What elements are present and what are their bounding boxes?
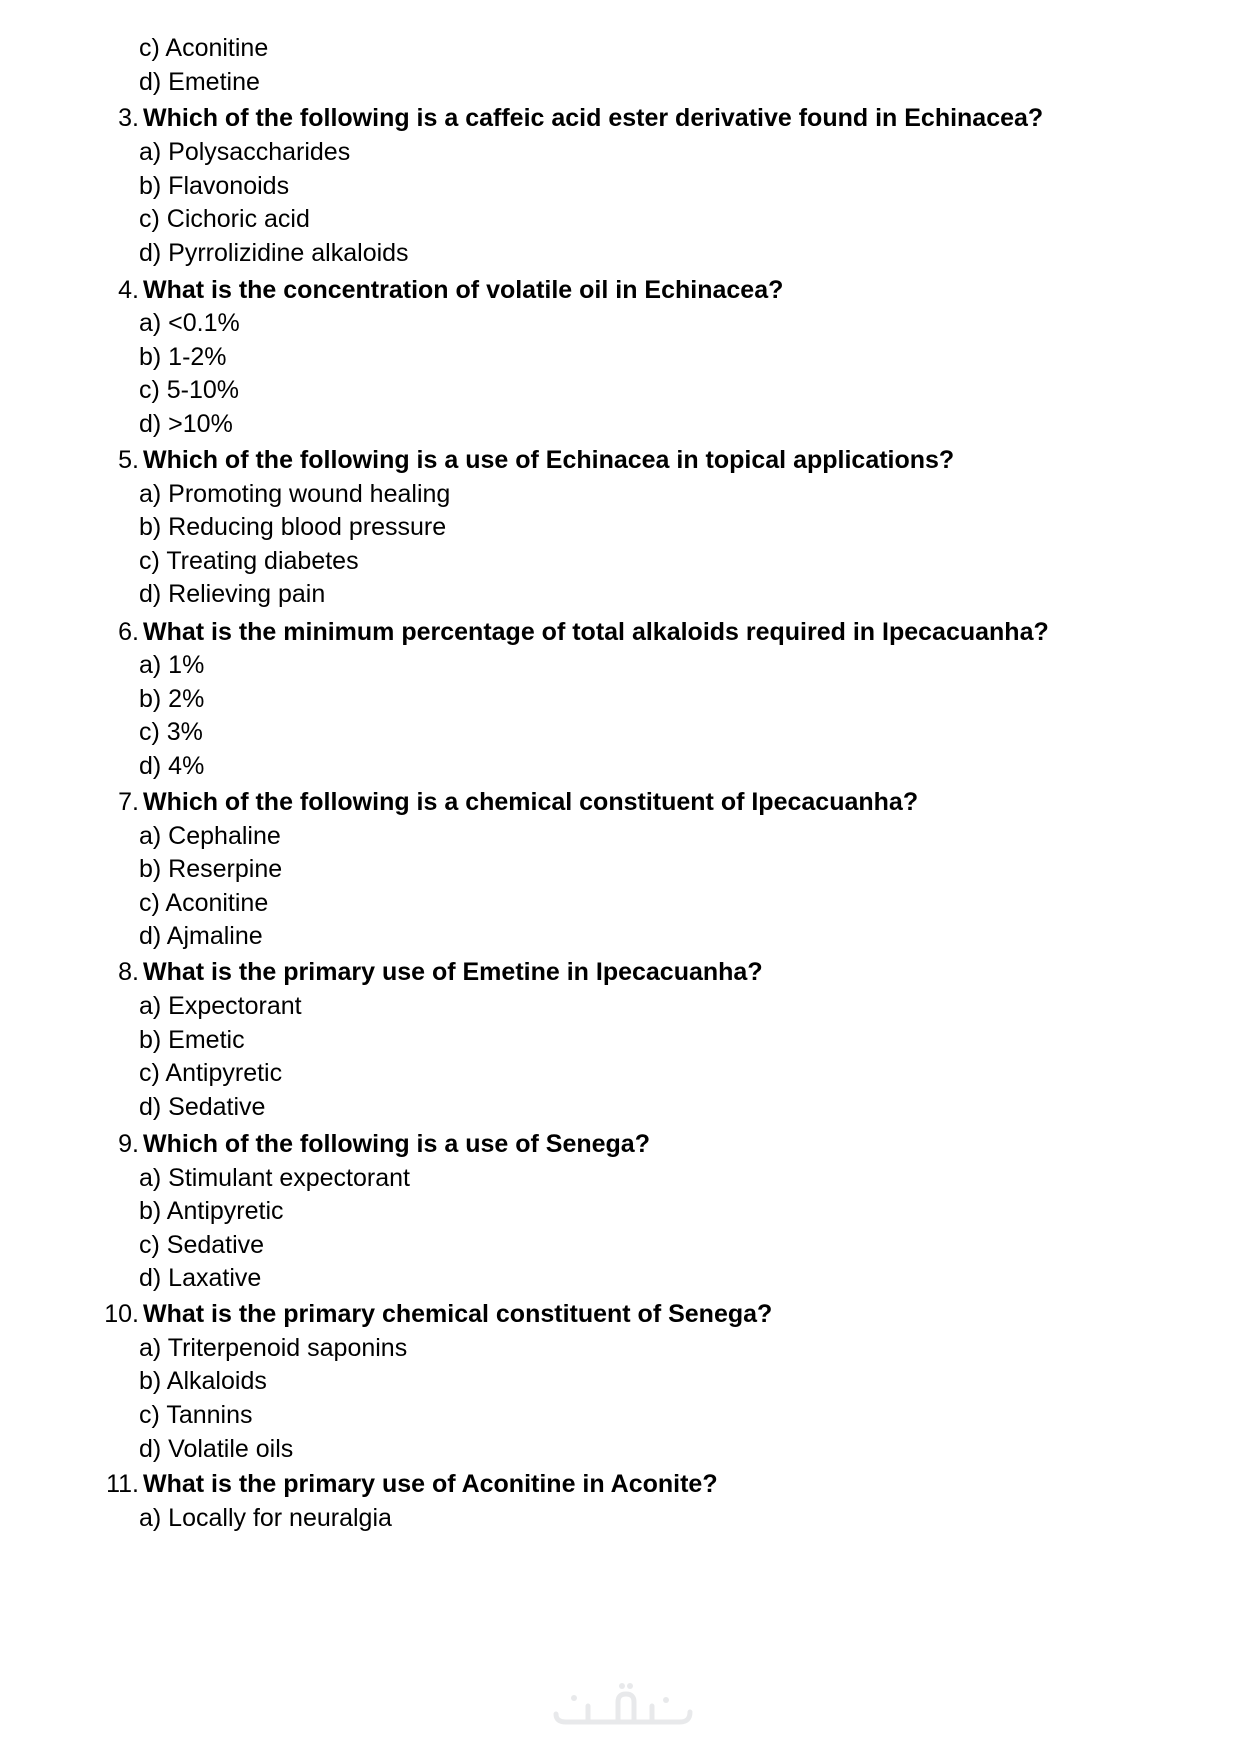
option-item: d) Laxative bbox=[139, 1264, 262, 1292]
option-item: b) Alkaloids bbox=[139, 1367, 267, 1395]
option-item: c) Cichoric acid bbox=[139, 205, 310, 233]
option-item: b) Reserpine bbox=[139, 855, 283, 883]
option-item: d) 4% bbox=[139, 752, 205, 780]
option-item: b) Flavonoids bbox=[139, 172, 290, 200]
question-text: Which of the following is a chemical constituent of Ipecacuanha? bbox=[143, 788, 919, 816]
question-text: What is the minimum percentage of total alkaloids required in Ipecacuanha? bbox=[143, 618, 1049, 646]
option-item: d) Relieving pain bbox=[139, 580, 326, 608]
question-10 bbox=[100, 1299, 1200, 1329]
option-item: a) Triterpenoid saponins bbox=[139, 1334, 408, 1362]
option-item: b) Antipyretic bbox=[139, 1197, 284, 1225]
question-number: 10. bbox=[104, 1300, 139, 1328]
question-text: What is the primary use of Emetine in Ipecacuanha? bbox=[143, 958, 763, 986]
question-text: Which of the following is a caffeic acid ester derivative found in Echinacea? bbox=[143, 104, 1044, 132]
option-item: d) Ajmaline bbox=[139, 922, 263, 950]
question-text: Which of the following is a use of Senega? bbox=[143, 1130, 650, 1158]
option-item: a) Polysaccharides bbox=[139, 138, 351, 166]
question-number: 7. bbox=[118, 788, 139, 816]
question-11 bbox=[100, 1469, 1200, 1499]
option-item: b) Reducing blood pressure bbox=[139, 513, 447, 541]
question-number: 4. bbox=[118, 276, 139, 304]
option-item: c) Antipyretic bbox=[139, 1059, 283, 1087]
option-item: d) >10% bbox=[139, 410, 233, 438]
option-item: c) Treating diabetes bbox=[139, 547, 359, 575]
option-item: a) <0.1% bbox=[139, 309, 240, 337]
question-6 bbox=[100, 617, 1200, 647]
option-item: c) 3% bbox=[139, 718, 203, 746]
option-item: c) Sedative bbox=[139, 1231, 265, 1259]
option-item: a) Cephaline bbox=[139, 822, 281, 850]
option-item: d) Volatile oils bbox=[139, 1435, 294, 1463]
option-item: d) Emetine bbox=[139, 68, 260, 96]
option-item: a) 1% bbox=[139, 651, 205, 679]
question-number: 8. bbox=[118, 958, 139, 986]
question-number: 11. bbox=[106, 1470, 139, 1498]
option-item: a) Expectorant bbox=[139, 992, 302, 1020]
question-9 bbox=[100, 1129, 1200, 1159]
question-text: What is the primary chemical constituent of Senega? bbox=[143, 1300, 773, 1328]
option-item: a) Promoting wound healing bbox=[139, 480, 451, 508]
question-number: 3. bbox=[118, 104, 139, 132]
question-number: 9. bbox=[118, 1130, 139, 1158]
option-item: c) 5-10% bbox=[139, 376, 240, 404]
question-text: What is the primary use of Aconitine in Aconite? bbox=[143, 1470, 718, 1498]
option-item: a) Locally for neuralgia bbox=[139, 1504, 392, 1532]
option-item: b) Emetic bbox=[139, 1026, 245, 1054]
question-4 bbox=[100, 275, 1200, 305]
option-item: b) 2% bbox=[139, 685, 205, 713]
option-item: d) Sedative bbox=[139, 1093, 266, 1121]
watermark-logo bbox=[548, 1680, 698, 1730]
question-number: 6. bbox=[118, 618, 139, 646]
option-item: d) Pyrrolizidine alkaloids bbox=[139, 239, 409, 267]
question-text: Which of the following is a use of Echinacea in topical applications? bbox=[143, 446, 955, 474]
option-item: c) Tannins bbox=[139, 1401, 253, 1429]
question-8 bbox=[100, 957, 1200, 987]
question-3 bbox=[100, 103, 1200, 133]
option-item: c) Aconitine bbox=[139, 889, 269, 917]
question-7 bbox=[100, 787, 1200, 817]
question-5 bbox=[100, 445, 1200, 475]
question-number: 5. bbox=[118, 446, 139, 474]
question-text: What is the concentration of volatile oil in Echinacea? bbox=[143, 276, 784, 304]
option-item: a) Stimulant expectorant bbox=[139, 1164, 410, 1192]
option-item: c) Aconitine bbox=[139, 34, 269, 62]
option-item: b) 1-2% bbox=[139, 343, 227, 371]
